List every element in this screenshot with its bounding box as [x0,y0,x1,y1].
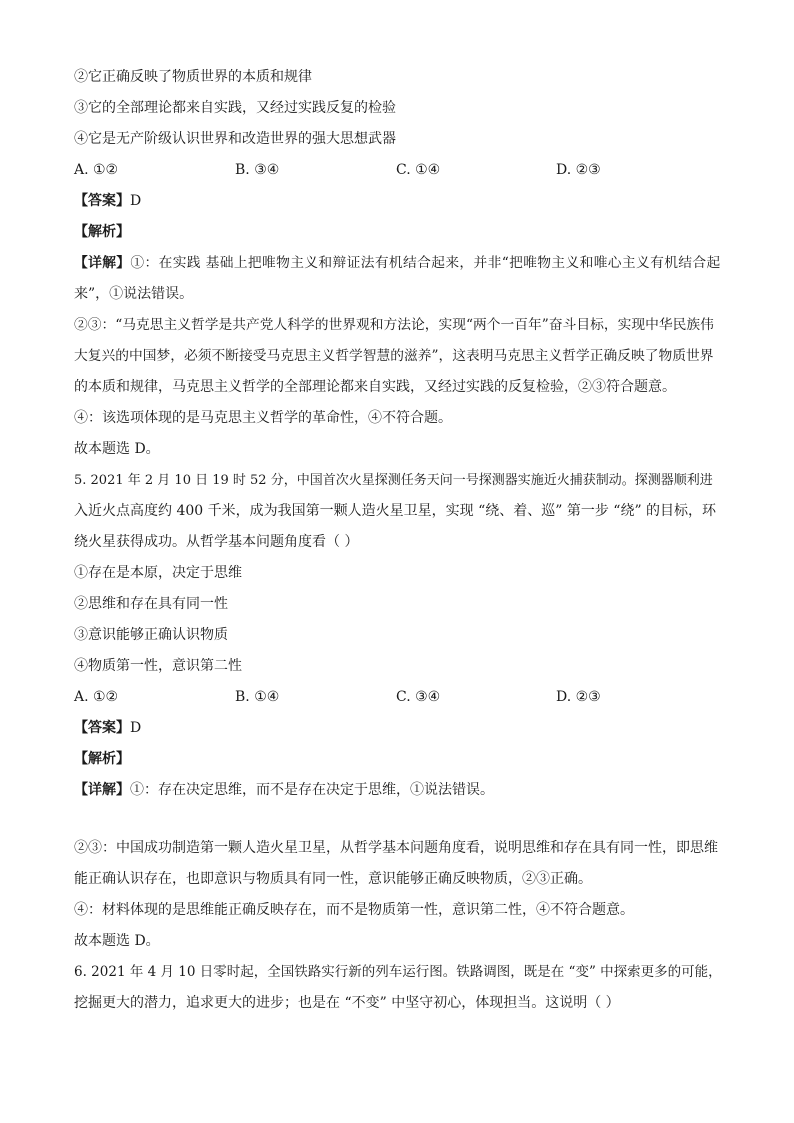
q5-item-1: ①存在是本原，决定于思维 [74,565,242,581]
q4-detail-line: ②③：“马克思主义哲学是共产党人科学的世界观和方法论，实现“两个一百年”奋斗目标，实现中华民族伟 [74,317,714,333]
q4-option-b: B. ③④ [235,162,280,178]
q5-detail-line: ④：材料体现的是思维能正确反映存在，而不是物质第一性，意识第二性，④不符合题意。 [74,902,634,918]
q5-conclusion: 故本题选 D。 [74,933,160,949]
q4-detail-line: 大复兴的中国梦，必须不断接受马克思主义哲学智慧的滋养”，这表明马克思主义哲学正确反映了物质世界 [74,348,714,364]
q5-stem-line: 入近火点高度约 400 千米，成为我国第一颗人造火星卫星，实现 “绕、着、巡” 第一步 “绕” 的目标，环 [74,503,717,519]
q4-answer [74,186,724,217]
q4-detail-line: 的本质和规律，马克思主义哲学的全部理论都来自实践，又经过实践的反复检验，②③符合题意。 [74,379,676,395]
blank-gap [74,806,724,833]
q4-options [74,155,724,186]
answer-label: 【答案】 [74,720,130,736]
q4-detail-line: 来”，①说法错误。 [74,286,194,302]
q5-option-c: C. ③④ [396,689,441,705]
q5-item-3: ③意识能够正确认识物质 [74,627,228,643]
answer-value: D [130,720,142,736]
document-page [74,62,724,1019]
q4-option-a: A. ①② [74,162,119,178]
q5-option-a: A. ①② [74,689,119,705]
q5-detail-line: 能正确认识存在，也即意识与物质具有同一性，意识能够正确反映物质，②③正确。 [74,871,592,887]
q5-item-2: ②思维和存在具有同一性 [74,596,228,612]
q6-stem-line: 6. 2021 年 4 月 10 日零时起，全国铁路实行新的列车运行图。铁路调图，既是在 “变” 中探索更多的可能， [74,964,722,980]
q4-detail-line: 【详解】①：在实践 基础上把唯物主义和辩证法有机结合起来，并非“把唯物主义和唯心主义有机结合起 [74,255,721,271]
q4-item-3: ③它的全部理论都来自实践，又经过实践反复的检验 [74,100,396,116]
q6-stem-line: 挖掘更大的潜力，追求更大的进步；也是在 “不变” 中坚守初心，体现担当。这说明（ ） [74,995,620,1011]
q5-option-b: B. ①④ [235,689,280,705]
q5-stem-line: 绕火星获得成功。从哲学基本问题角度看（ ） [74,534,359,550]
q5-answer [74,713,724,744]
answer-value: D [130,193,142,209]
q4-option-c: C. ①④ [396,162,441,178]
q5-options [74,682,724,713]
detail-label: 【详解】 [74,255,131,271]
q4-detail-line: ④：该选项体现的是马克思主义哲学的革命性，④不符合题。 [74,410,452,426]
q4-analysis-label: 【解析】 [74,224,130,240]
q5-detail-line: ②③：中国成功制造第一颗人造火星卫星，从哲学基本问题角度看，说明思维和存在具有同一性，即思维 [74,840,718,856]
q4-conclusion: 故本题选 D。 [74,441,160,457]
q5-stem-line: 5. 2021 年 2 月 10 日 19 时 52 分，中国首次火星探测任务天问一号探测器实施近火捕获制动。探测器顺利进 [74,473,713,488]
q5-item-4: ④物质第一性，意识第二性 [74,658,242,674]
q4-item-2: ②它正确反映了物质世界的本质和规律 [74,69,312,85]
detail-label: 【详解】 [74,782,130,798]
q4-option-d: D. ②③ [556,162,601,178]
q5-detail-line: 【详解】①：存在决定思维，而不是存在决定于思维，①说法错误。 [74,782,494,798]
q5-analysis-label: 【解析】 [74,751,130,767]
answer-label: 【答案】 [74,193,130,209]
q5-option-d: D. ②③ [556,689,601,705]
q4-item-4: ④它是无产阶级认识世界和改造世界的强大思想武器 [74,131,396,147]
